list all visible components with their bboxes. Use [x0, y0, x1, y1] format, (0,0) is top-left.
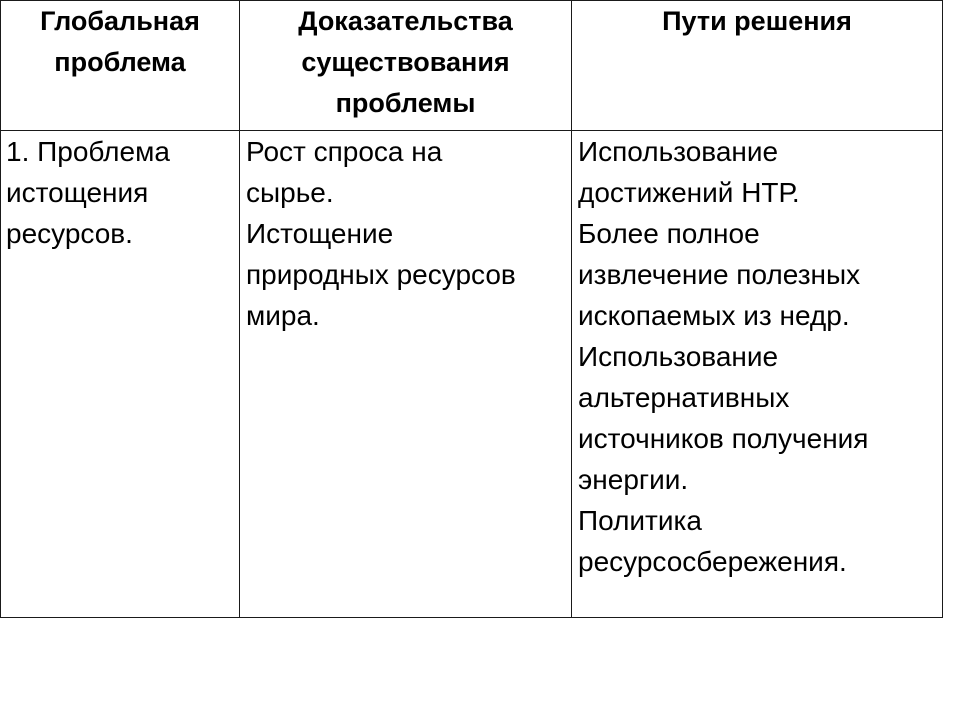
cell-line: энергии. [578, 464, 689, 495]
header-cell-solutions [572, 1, 943, 131]
cell-problem [1, 131, 240, 618]
cell-line: извлечение полезных [578, 259, 861, 290]
cell-line: ископаемых из недр. [578, 300, 850, 331]
cell-line: Использование [578, 341, 779, 372]
header-line: проблема [54, 47, 186, 77]
cell-line: сырье. [246, 177, 334, 208]
cell-line: Политика [578, 505, 702, 536]
cell-line: Рост спроса на [246, 136, 443, 167]
cell-evidence [240, 131, 572, 618]
header-cell-global-problem [1, 1, 240, 131]
cell-line: Истощение [246, 218, 394, 249]
cell-line: природных ресурсов [246, 259, 516, 290]
cell-line: Более полное [578, 218, 760, 249]
cell-line: достижений НТР. [578, 177, 800, 208]
cell-line: ресурсосбережения. [578, 546, 847, 577]
header-line: существования [301, 47, 510, 77]
header-line: Пути решения [662, 6, 852, 36]
header-line: Глобальная [40, 6, 200, 36]
header-cell-evidence [240, 1, 572, 131]
cell-line: источников получения [578, 423, 869, 454]
header-line: проблемы [335, 88, 476, 118]
cell-line: истощения [6, 177, 149, 208]
cell-line: ресурсов. [6, 218, 133, 249]
header-line: Доказательства [298, 6, 513, 36]
cell-line: альтернативных [578, 382, 790, 413]
cell-line: Использование [578, 136, 779, 167]
cell-line: мира. [246, 300, 320, 331]
cell-solutions [572, 131, 943, 618]
cell-line: 1. Проблема [6, 136, 170, 167]
